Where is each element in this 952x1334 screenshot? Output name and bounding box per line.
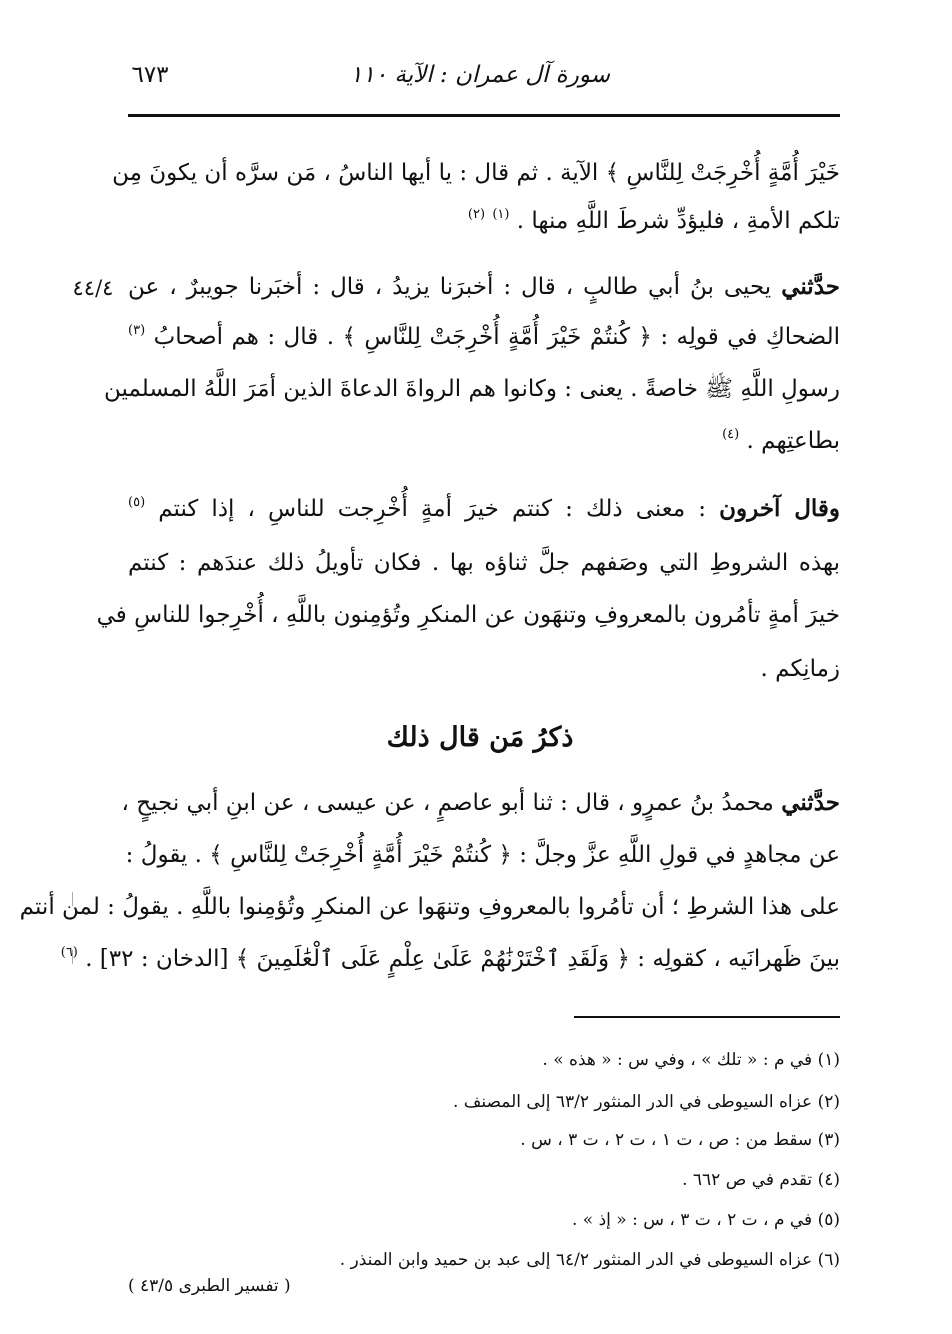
text-line-8: بهذه الشروطِ التي وصَفهم جلَّ ثناؤه بها . فكان تأويلُ ذلك عندَهم : كنتم (128, 550, 840, 576)
footnote-3: (٣) سقط من : ص ، ت ١ ، ت ٢ ، ت ٣ ، س . (520, 1130, 840, 1150)
footnote-6: (٦) عزاه السيوطى في الدر المنثور ٦٤/٢ إلى عبد بن حميد وابن المنذر . (339, 1250, 840, 1270)
text-line-14 (60, 944, 840, 978)
signature-footer: ( تفسير الطبرى ٤٣/٥ ) (128, 1276, 291, 1296)
text-line-2-content: تلكم الأمةِ ، فليؤدِّ شرطَ اللَّهِ منها . (516, 208, 840, 234)
bold-lead: وقال آخرون (719, 495, 841, 522)
footnote-mark-4: (٤) (722, 427, 740, 442)
text-line-4 (128, 322, 840, 356)
text-line-10: زمانِكم . (760, 656, 840, 682)
section-heading: ذكرُ مَن قال ذلك (386, 722, 574, 753)
footnote-mark-2: (٢) (467, 207, 486, 222)
text-line-6-content: بطاعتِهم . (746, 428, 840, 454)
margin-tick-2 (72, 950, 81, 964)
page-number: ٦٧٣ (131, 62, 169, 88)
text-line-11: حدَّثني محمدُ بنُ عمرٍو ، قال : ثنا أبو عاصمٍ ، عن عيسى ، عن ابنِ أبي نجيحٍ ، (121, 789, 840, 816)
text-line-12: عن مجاهدٍ في قولِ اللَّهِ عزَّ وجلَّ : ﴿ كُنتُمْ خَيْرَ أُمَّةٍ أُخْرِجَتْ لِلنَّاسِ ﴾ . يقولُ : (125, 842, 840, 868)
footnote-1: (١) في م : « تلك » ، وفي س : « هذه » . (542, 1050, 840, 1070)
footnote-4: (٤) تقدم في ص ٦٦٢ . (682, 1170, 840, 1190)
bold-lead: حدَّثني (781, 789, 840, 816)
text-line-13: على هذا الشرطِ ؛ أن تأمُروا بالمعروفِ وتنهَوا عن المنكرِ وتُؤمِنوا باللَّهِ . يقولُ : لمن أنتم (19, 894, 840, 920)
text-line-1: خَيْرَ أُمَّةٍ أُخْرِجَتْ لِلنَّاسِ ﴾ الآية . ثم قال : يا أيها الناسُ ، مَن سرَّه أن يكونَ مِن (112, 160, 840, 186)
footnote-rule (574, 1016, 840, 1018)
text-line-7-content: وقال آخرون : معنى ذلك : كنتم خيرَ أمةٍ أُخْرِجت للناسِ ، إذا كنتم (158, 495, 841, 522)
bold-lead: حدَّثني (781, 273, 840, 300)
header-rule (128, 114, 840, 117)
text-line-4-content: الضحاكِ في قولِه : ﴿ كُنتُمْ خَيْرَ أُمَّةٍ أُخْرِجَتْ لِلنَّاسِ ﴾ . قال : هم أصحابُ (153, 324, 840, 350)
text-line-6 (128, 426, 840, 460)
margin-tick-1 (72, 892, 81, 906)
footnote-mark-3: (٣) (128, 323, 146, 338)
footnote-mark-1: (١) (492, 207, 510, 222)
footnote-mark-6: (٦) (60, 945, 78, 960)
text-line-3: حدَّثني يحيى بنُ أبي طالبٍ ، قال : أخبرَنا يزيدُ ، قال : أخبَرنا جويبرٌ ، عن (128, 273, 840, 300)
text-line-7 (128, 494, 840, 528)
text-line-9: خيرَ أمةٍ تأمُرون بالمعروفِ وتنهَون عن المنكرِ وتُؤمِنون باللَّهِ ، أُخْرِجوا للناسِ في (96, 602, 840, 628)
footnote-2: (٢) عزاه السيوطى في الدر المنثور ٦٣/٢ إلى المصنف . (453, 1092, 840, 1112)
margin-reference: ٤٤/٤ (72, 276, 114, 300)
text-line-14-content: بينَ ظَهرانَيه ، كقولِه : ﴿ وَلَقَدِ ٱخْتَرْنَٰهُمْ عَلَىٰ عِلْمٍ عَلَى ٱلْعَٰلَمِينَ ﴾ [الدخان : ٣٢] . (85, 946, 840, 972)
text-line-2 (128, 206, 840, 240)
running-title: سورة آل عمران : الآية ١١٠ (349, 62, 610, 88)
footnote-mark-5: (٥) (128, 495, 146, 510)
footnote-5: (٥) في م ، ت ٢ ، ت ٣ ، س : « إذ » . (571, 1210, 840, 1230)
text-line-5: رسولِ اللَّهِ ﷺ خاصةً . يعنى : وكانوا هم الرواةَ الدعاةَ الذين أمَرَ اللَّهُ المسلمين (104, 376, 840, 402)
